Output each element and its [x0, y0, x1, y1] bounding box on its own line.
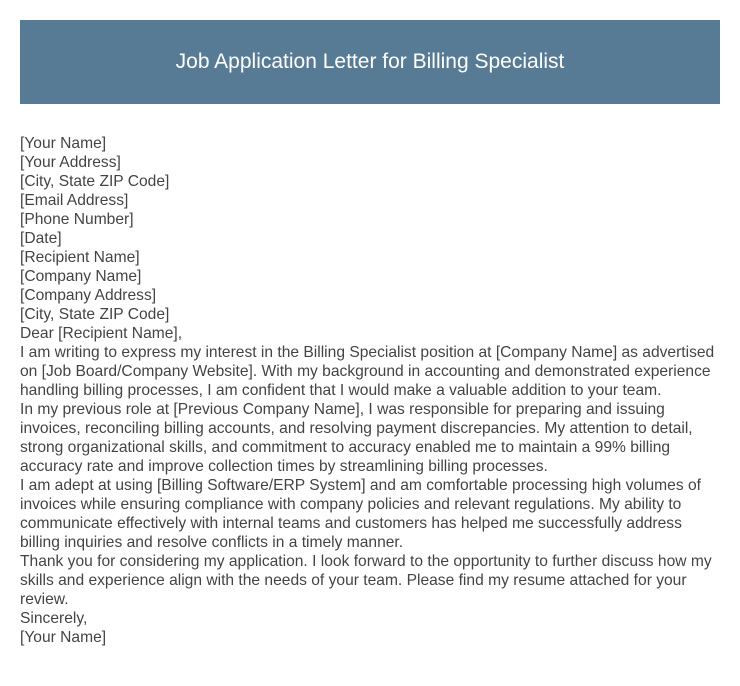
sender-address: [Your Address]: [20, 154, 121, 171]
paragraph-experience: In my previous role at [Previous Company Name], I was responsible for preparing and issuing invoices, reconciling billing accounts, and resolving payment discrepancies. My attention to detail, strong organizational skills, and commitment to accuracy enabled me to maintain a 99% billing accuracy rate and improve collection times by streamlining billing processes.: [20, 401, 693, 475]
paragraph-closing: Thank you for considering my application. I look forward to the opportunity to further discuss how my skills and experience align with the needs of your team. Please find my resume attached for your review.: [20, 553, 712, 608]
recipient-address: [Company Address]: [20, 287, 157, 304]
salutation: Dear [Recipient Name],: [20, 325, 183, 342]
recipient-company: [Company Name]: [20, 268, 142, 285]
paragraph-skills: I am adept at using [Billing Software/ERP System] and am comfortable processing high volumes of invoices while ensuring compliance with company policies and relevant regulations. My ability to communicate effectively with internal teams and customers has helped me successfully address billing inquiries and resolve conflicts in a timely manner.: [20, 477, 701, 551]
recipient-name: [Recipient Name]: [20, 249, 140, 266]
sender-city: [City, State ZIP Code]: [20, 173, 170, 190]
letter-body: [20, 134, 720, 647]
recipient-city: [City, State ZIP Code]: [20, 306, 170, 323]
sender-name: [Your Name]: [20, 135, 107, 152]
title-banner: [20, 20, 720, 104]
page-title: Job Application Letter for Billing Specialist: [175, 50, 565, 73]
paragraph-intro: I am writing to express my interest in the Billing Specialist position at [Company Name] as advertised on [Job Board/Company Website]. With my background in accounting and demonstrated experience handling billing processes, I am confident that I would make a valuable addition to your team.: [20, 344, 715, 399]
sign-off: Sincerely,: [20, 610, 88, 627]
sender-phone: [Phone Number]: [20, 211, 134, 228]
letter-date: [Date]: [20, 230, 62, 247]
signature-name: [Your Name]: [20, 629, 107, 646]
sender-email: [Email Address]: [20, 192, 129, 209]
